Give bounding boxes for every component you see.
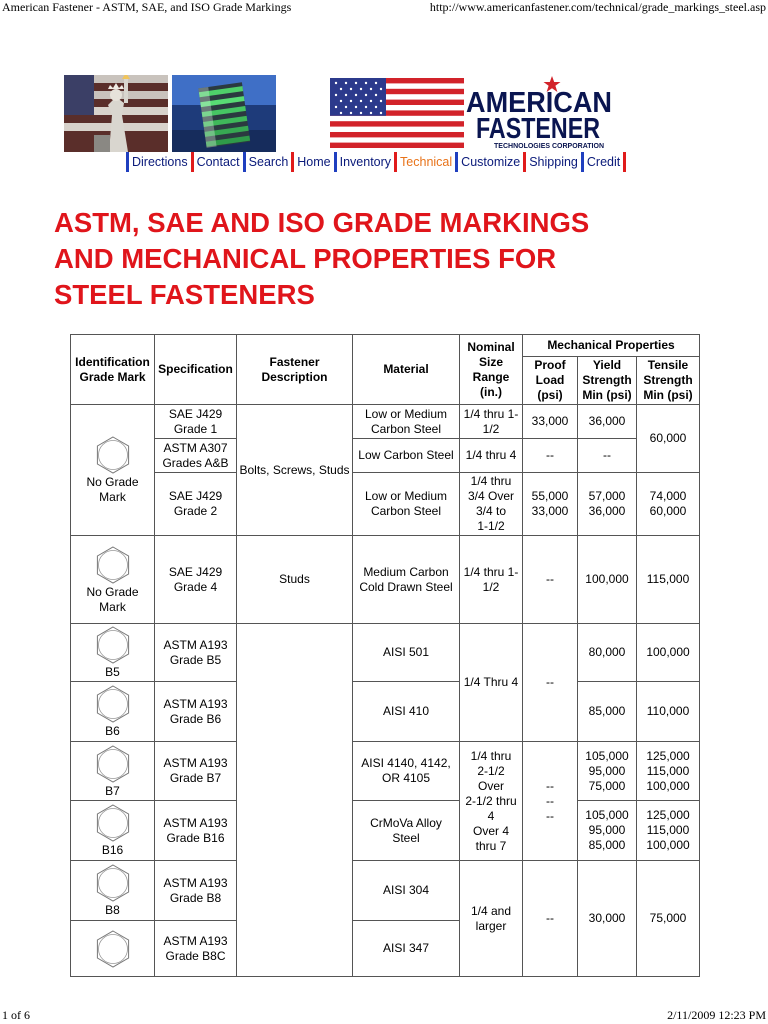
proof-cell: 55,000 33,000	[523, 473, 578, 536]
tensile-cell: 60,000	[637, 405, 700, 473]
tensile-cell: 75,000	[637, 861, 700, 977]
yield-cell: 105,000 95,000 85,000	[578, 801, 637, 861]
yield-cell: 36,000	[578, 405, 637, 439]
material-cell: Low or Medium Carbon Steel	[353, 473, 460, 536]
spec-cell: ASTM A193 Grade B8C	[155, 921, 237, 977]
size-cell: 1/4 thru 3/4 Over 3/4 to 1-1/2	[460, 473, 523, 536]
nav-link-inventory[interactable]: Inventory	[339, 155, 392, 169]
header-nominal-size: Nominal Size Range (in.)	[460, 335, 523, 405]
size-cell: 1/4 Thru 4	[460, 624, 523, 742]
main-nav	[126, 152, 626, 172]
print-header-title: American Fastener - ASTM, SAE, and ISO Grade Markings	[2, 0, 292, 14]
size-cell: 1/4 thru 2-1/2 Over 2-1/2 thru 4 Over 4 thru 7	[460, 742, 523, 861]
page-title-line-3: STEEL FASTENERS	[54, 279, 315, 310]
spec-cell: ASTM A307 Grades A&B	[155, 439, 237, 473]
material-cell: Low Carbon Steel	[353, 439, 460, 473]
hex-bolt-head-icon	[93, 625, 133, 665]
grade-mark-label: No Grade Mark	[86, 584, 139, 614]
table-row	[71, 801, 700, 861]
hex-bolt-head-icon	[93, 684, 133, 724]
grade-mark-cell	[71, 742, 155, 801]
description-cell: Bolts, Screws, Studs	[237, 405, 353, 536]
header-proof-load: Proof Load (psi)	[523, 357, 578, 405]
page-title-line-2: AND MECHANICAL PROPERTIES FOR	[54, 243, 557, 274]
tensile-cell: 100,000	[637, 624, 700, 682]
grade-mark-label: B8	[105, 903, 120, 917]
grade-mark-label: No Grade Mark	[86, 475, 139, 504]
tensile-cell: 74,000 60,000	[637, 473, 700, 536]
material-cell: AISI 501	[353, 624, 460, 682]
nav-link-customize[interactable]: Customize	[461, 155, 521, 169]
grade-mark-cell	[71, 861, 155, 921]
bolt-photo	[172, 75, 276, 152]
spec-cell: ASTM A193 Grade B16	[155, 801, 237, 861]
table-row	[71, 473, 700, 536]
spec-cell: ASTM A193 Grade B8	[155, 861, 237, 921]
proof-cell: --	[523, 536, 578, 624]
yield-cell: 57,000 36,000	[578, 473, 637, 536]
material-cell: Medium Carbon Cold Drawn Steel	[353, 536, 460, 624]
material-cell: AISI 4140, 4142, OR 4105	[353, 742, 460, 801]
table-row	[71, 405, 700, 439]
proof-cell: 33,000	[523, 405, 578, 439]
size-cell: 1/4 thru 4	[460, 439, 523, 473]
material-cell: CrMoVa Alloy Steel	[353, 801, 460, 861]
table-row	[71, 742, 700, 801]
spec-cell: SAE J429 Grade 2	[155, 473, 237, 536]
header-row-1	[71, 335, 700, 357]
print-footer-datetime: 2/11/2009 12:23 PM	[667, 1008, 766, 1022]
logo-line-2: FASTENER	[476, 113, 601, 145]
grade-mark-cell	[71, 801, 155, 861]
grade-mark-cell	[71, 536, 155, 624]
grade-mark-label: B16	[101, 843, 124, 857]
statue-of-liberty-photo	[64, 75, 168, 152]
spec-cell: SAE J429 Grade 1	[155, 405, 237, 439]
hex-bolt-head-icon	[93, 435, 133, 475]
size-cell: 1/4 thru 1-1/2	[460, 405, 523, 439]
american-flag-icon	[330, 78, 464, 148]
yield-cell: 30,000	[578, 861, 637, 977]
proof-cell: -- -- --	[523, 742, 578, 861]
yield-cell: 105,000 95,000 75,000	[578, 742, 637, 801]
spec-cell: SAE J429 Grade 4	[155, 536, 237, 624]
header-fastener-description: Fastener Description	[237, 335, 353, 405]
nav-link-directions[interactable]: Directions	[132, 155, 188, 169]
spec-cell: ASTM A193 Grade B7	[155, 742, 237, 801]
table-row	[71, 536, 700, 624]
material-cell: Low or Medium Carbon Steel	[353, 405, 460, 439]
tensile-cell: 115,000	[637, 536, 700, 624]
page-title	[54, 205, 714, 313]
description-cell	[237, 624, 353, 977]
spec-cell: ASTM A193 Grade B5	[155, 624, 237, 682]
grade-mark-label: B6	[105, 724, 120, 738]
nav-link-technical[interactable]: Technical	[400, 155, 453, 169]
print-header-url: http://www.americanfastener.com/technical/grade_markings_steel.asp	[429, 0, 766, 14]
nav-link-shipping[interactable]: Shipping	[529, 155, 578, 169]
grade-mark-label: B5	[105, 665, 120, 679]
print-footer-page-count: 1 of 6	[2, 1008, 30, 1022]
hex-bolt-head-icon	[93, 929, 133, 969]
description-cell: Studs	[237, 536, 353, 624]
proof-cell: --	[523, 861, 578, 977]
grade-mark-cell	[71, 624, 155, 682]
yield-cell: 80,000	[578, 624, 637, 682]
page-title-line-1: ASTM, SAE AND ISO GRADE MARKINGS	[54, 207, 590, 238]
proof-cell: --	[523, 439, 578, 473]
table-row	[71, 682, 700, 742]
header-identification: Identification Grade Mark	[71, 335, 155, 405]
header-material: Material	[353, 335, 460, 405]
grade-mark-cell	[71, 682, 155, 742]
grade-mark-cell	[71, 405, 155, 536]
size-cell: 1/4 and larger	[460, 861, 523, 977]
hex-bolt-head-icon	[93, 803, 133, 843]
nav-link-home[interactable]: Home	[297, 155, 331, 169]
header-mechanical-properties: Mechanical Properties	[523, 335, 700, 357]
tensile-cell: 125,000 115,000 100,000	[637, 801, 700, 861]
tensile-cell: 125,000 115,000 100,000	[637, 742, 700, 801]
spec-cell: ASTM A193 Grade B6	[155, 682, 237, 742]
header-tensile-strength: Tensile Strength Min (psi)	[637, 357, 700, 405]
proof-cell: --	[523, 624, 578, 742]
size-cell: 1/4 thru 1-1/2	[460, 536, 523, 624]
american-fastener-logo	[330, 74, 614, 154]
nav-link-credit[interactable]: Credit	[586, 155, 621, 169]
material-cell: AISI 304	[353, 861, 460, 921]
grade-mark-cell	[71, 921, 155, 977]
nav-link-contact[interactable]: Contact	[196, 155, 240, 169]
hex-bolt-head-icon	[93, 545, 133, 585]
yield-cell: 85,000	[578, 682, 637, 742]
header-specification: Specification	[155, 335, 237, 405]
material-cell: AISI 410	[353, 682, 460, 742]
yield-cell: --	[578, 439, 637, 473]
hex-bolt-head-icon	[93, 863, 133, 903]
yield-cell: 100,000	[578, 536, 637, 624]
grade-markings-table	[70, 334, 700, 977]
table-row	[71, 439, 700, 473]
hex-bolt-head-icon	[93, 744, 133, 784]
table-row	[71, 861, 700, 921]
logo-tagline: TECHNOLOGIES CORPORATION	[494, 141, 604, 150]
header-yield-strength: Yield Strength Min (psi)	[578, 357, 637, 405]
logo-line-1: AMERICAN	[466, 87, 612, 119]
table-row	[71, 624, 700, 682]
grade-mark-label: B7	[105, 783, 120, 798]
nav-link-search[interactable]: Search	[248, 155, 289, 169]
tensile-cell: 110,000	[637, 682, 700, 742]
material-cell: AISI 347	[353, 921, 460, 977]
